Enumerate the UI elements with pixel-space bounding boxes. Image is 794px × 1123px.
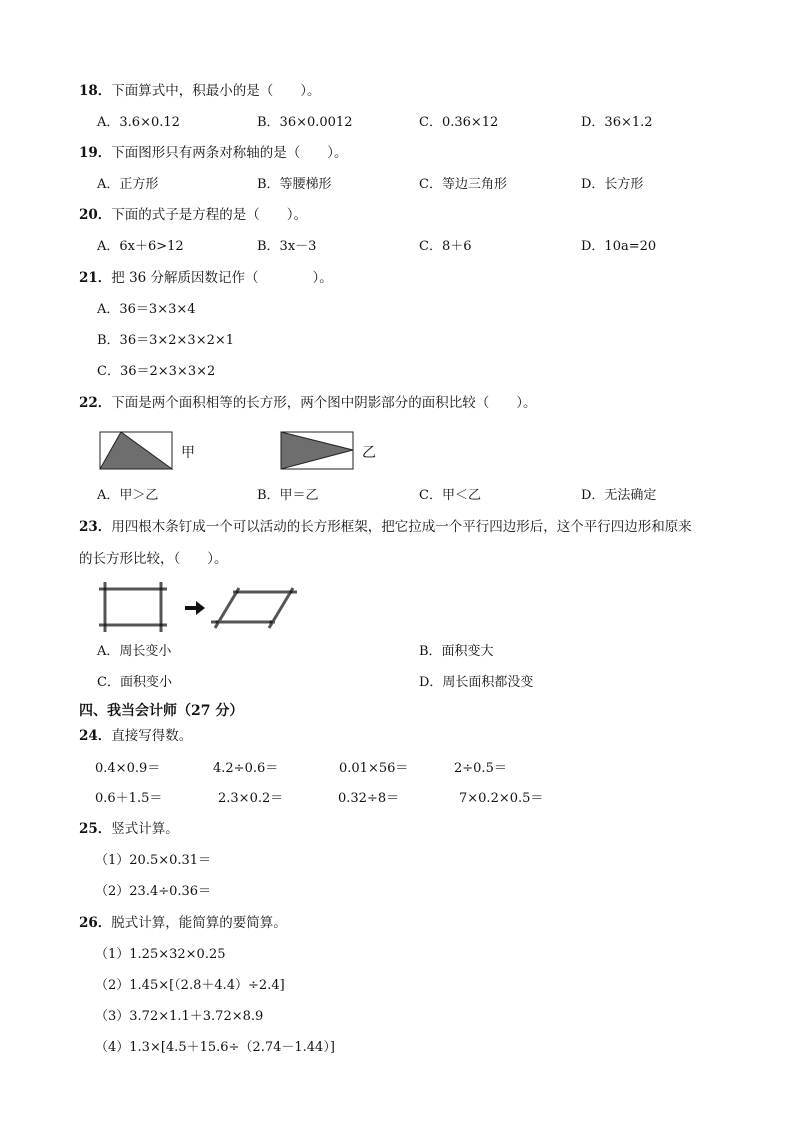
question-24 (79, 727, 192, 745)
option-c[interactable]: C．等边三角形 (419, 177, 507, 192)
sub-item: （3）3.72×1.1＋3.72×8.9 (95, 1009, 264, 1024)
frame-transform-figure (99, 582, 299, 634)
question-number: 22． (79, 395, 112, 411)
figure-label-jia: 甲 (181, 445, 195, 461)
option-c[interactable]: C．面积变小 (97, 675, 172, 690)
option-d[interactable]: D．10a=20 (581, 239, 657, 254)
option-b[interactable]: B．36＝3×2×3×2×1 (97, 333, 235, 348)
sub-item: （4）1.3×[4.5＋15.6÷（2.74－1.44）] (95, 1040, 335, 1055)
calc-item: 0.01×56＝ (339, 761, 409, 776)
option-b[interactable]: B．等腰梯形 (257, 177, 332, 192)
rectangle-jia-figure (99, 431, 175, 471)
sub-item: （2）23.4÷0.36＝ (95, 884, 212, 899)
option-c[interactable]: C．甲＜乙 (419, 488, 481, 503)
rectangle-frame (99, 582, 167, 632)
question-text: 脱式计算，能简算的要简算。 (111, 915, 287, 931)
option-d[interactable]: D．无法确定 (581, 488, 657, 503)
question-26 (79, 914, 287, 932)
question-18 (79, 82, 321, 100)
option-c[interactable]: C．8＋6 (419, 239, 472, 254)
calc-item: 0.4×0.9＝ (95, 761, 161, 776)
option-a[interactable]: A．6x＋6>12 (97, 239, 184, 254)
question-number: 23． (79, 519, 112, 535)
question-text: 把 36 分解质因数记作（ ）。 (111, 270, 333, 286)
question-number: 21． (79, 270, 112, 286)
option-d[interactable]: D．36×1.2 (581, 115, 653, 130)
question-number: 20． (79, 207, 112, 223)
calc-item: 7×0.2×0.5＝ (459, 791, 544, 806)
question-text: 直接写得数。 (111, 728, 193, 744)
question-20 (79, 206, 307, 224)
question-text: 下面是两个面积相等的长方形，两个图中阴影部分的面积比较（ ）。 (111, 395, 537, 411)
question-23-line2: 的长方形比较，（ ）。 (79, 551, 228, 567)
question-number: 25． (79, 821, 112, 837)
option-c[interactable]: C．0.36×12 (419, 115, 499, 130)
question-text: 用四根木条钉成一个可以活动的长方形框架，把它拉成一个平行四边形后，这个平行四边形和原来 (111, 519, 692, 535)
option-a[interactable]: A．正方形 (97, 177, 159, 192)
right-arrow-icon (185, 601, 205, 615)
question-number: 26． (79, 915, 112, 931)
parallelogram-frame (211, 588, 297, 628)
figure-label-yi: 乙 (362, 445, 376, 461)
option-b[interactable]: B．甲＝乙 (257, 488, 319, 503)
question-number: 18． (79, 83, 112, 99)
question-number: 24． (79, 728, 112, 744)
frame-nails (103, 587, 162, 626)
sub-item: （1）1.25×32×0.25 (95, 947, 226, 962)
option-a[interactable]: A．周长变小 (97, 644, 172, 659)
question-text: 下面的式子是方程的是（ ）。 (111, 207, 308, 223)
sub-item: （1）20.5×0.31＝ (95, 853, 212, 868)
question-25 (79, 820, 179, 838)
question-number: 19． (79, 145, 112, 161)
option-a[interactable]: A．甲＞乙 (97, 488, 159, 503)
calc-item: 0.6＋1.5＝ (95, 791, 163, 806)
question-text: 竖式计算。 (111, 821, 179, 837)
option-b[interactable]: B．3x－3 (257, 239, 317, 254)
calc-item: 2.3×0.2＝ (218, 791, 284, 806)
section-title: 四、我当会计师（27 分） (79, 703, 244, 719)
question-23 (79, 518, 692, 536)
calc-item: 0.32÷8＝ (338, 791, 400, 806)
question-19 (79, 144, 348, 162)
option-d[interactable]: D．长方形 (581, 177, 644, 192)
question-22 (79, 394, 537, 412)
option-b[interactable]: B．36×0.0012 (257, 115, 353, 130)
question-text: 下面图形只有两条对称轴的是（ ）。 (111, 145, 348, 161)
calc-item: 2÷0.5＝ (454, 761, 507, 776)
option-c[interactable]: C．36＝2×3×3×2 (97, 364, 216, 379)
option-a[interactable]: A．36＝3×3×4 (97, 302, 196, 317)
rectangle-yi-figure (280, 431, 356, 471)
sub-item: （2）1.45×[（2.8＋4.4）÷2.4] (95, 978, 285, 993)
question-21 (79, 269, 333, 287)
option-a[interactable]: A．3.6×0.12 (97, 115, 180, 130)
question-text: 下面算式中，积最小的是（ ）。 (111, 83, 321, 99)
option-d[interactable]: D．周长面积都没变 (419, 675, 534, 690)
option-b[interactable]: B．面积变大 (419, 644, 494, 659)
calc-item: 4.2÷0.6＝ (213, 761, 279, 776)
